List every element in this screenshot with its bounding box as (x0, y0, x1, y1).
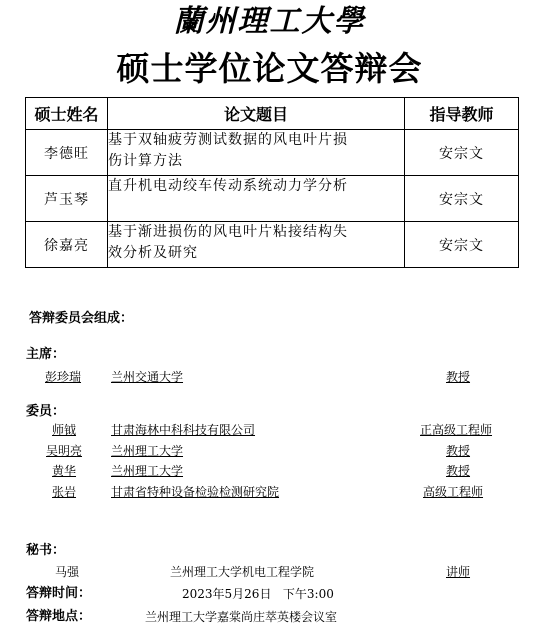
advisor-name: 安宗文 (405, 130, 519, 176)
thesis-topic-line: 效分析及研究 (108, 245, 198, 261)
student-name: 李德旺 (26, 130, 108, 176)
thesis-topic-line: 基于渐进损伤的风电叶片粘接结构失 (108, 224, 348, 240)
member-title: 高级工程师 (423, 485, 484, 499)
university-logo: 蘭州理工大學 (173, 4, 366, 39)
member-org: 兰州理工大学 (111, 444, 184, 458)
thesis-topic-line: 伤计算方法 (108, 153, 183, 169)
member-name: 张岩 (52, 485, 77, 499)
place-label: 答辩地点： (26, 609, 92, 624)
table-row (26, 222, 519, 268)
secretary-name: 马强 (55, 565, 80, 579)
table-row (26, 176, 519, 222)
table-row (26, 130, 519, 176)
column-header-topic: 论文题目 (108, 98, 405, 130)
thesis-table (25, 97, 519, 268)
member-org: 甘肃海林中科科技有限公司 (111, 423, 256, 437)
page-title: 硕士学位论文答辩会 (116, 49, 423, 88)
advisor-name: 安宗文 (405, 222, 519, 268)
secretary-title: 讲师 (446, 565, 471, 579)
member-name: 黄华 (52, 464, 77, 478)
advisor-name: 安宗文 (405, 176, 519, 222)
time-label: 答辩时间： (26, 586, 92, 601)
secretary-label: 秘书： (26, 543, 66, 558)
thesis-topic-line: 基于双轴疲劳测试数据的风电叶片损 (108, 132, 348, 148)
member-title: 正高级工程师 (420, 423, 493, 437)
table-header-row (26, 98, 519, 130)
thesis-topic (108, 130, 405, 176)
members-label: 委员： (26, 404, 66, 419)
place-value: 兰州理工大学嘉棠尚庄萃英楼会议室 (145, 610, 338, 624)
member-name: 吴明亮 (46, 444, 83, 458)
member-org: 甘肃省特种设备检验检测研究院 (111, 485, 280, 499)
member-title: 教授 (446, 464, 471, 478)
member-title: 教授 (446, 444, 471, 458)
student-name: 徐嘉亮 (26, 222, 108, 268)
thesis-topic-line: 直升机电动绞车传动系统动力学分析 (108, 178, 348, 194)
student-name: 芦玉琴 (26, 176, 108, 222)
committee-heading: 答辩委员会组成： (29, 311, 134, 326)
column-header-advisor: 指导教师 (405, 98, 519, 130)
member-org: 兰州理工大学 (111, 464, 184, 478)
thesis-topic (108, 176, 405, 222)
chair-org: 兰州交通大学 (111, 370, 184, 384)
time-value: 2023年5月26日 下午3:00 (182, 587, 334, 601)
column-header-student: 硕士姓名 (26, 98, 108, 130)
chair-name: 彭珍瑞 (45, 370, 82, 384)
member-name: 师钺 (52, 423, 77, 437)
secretary-org: 兰州理工大学机电工程学院 (170, 565, 315, 579)
chair-label: 主席： (26, 347, 66, 362)
chair-title: 教授 (446, 370, 471, 384)
thesis-topic (108, 222, 405, 268)
